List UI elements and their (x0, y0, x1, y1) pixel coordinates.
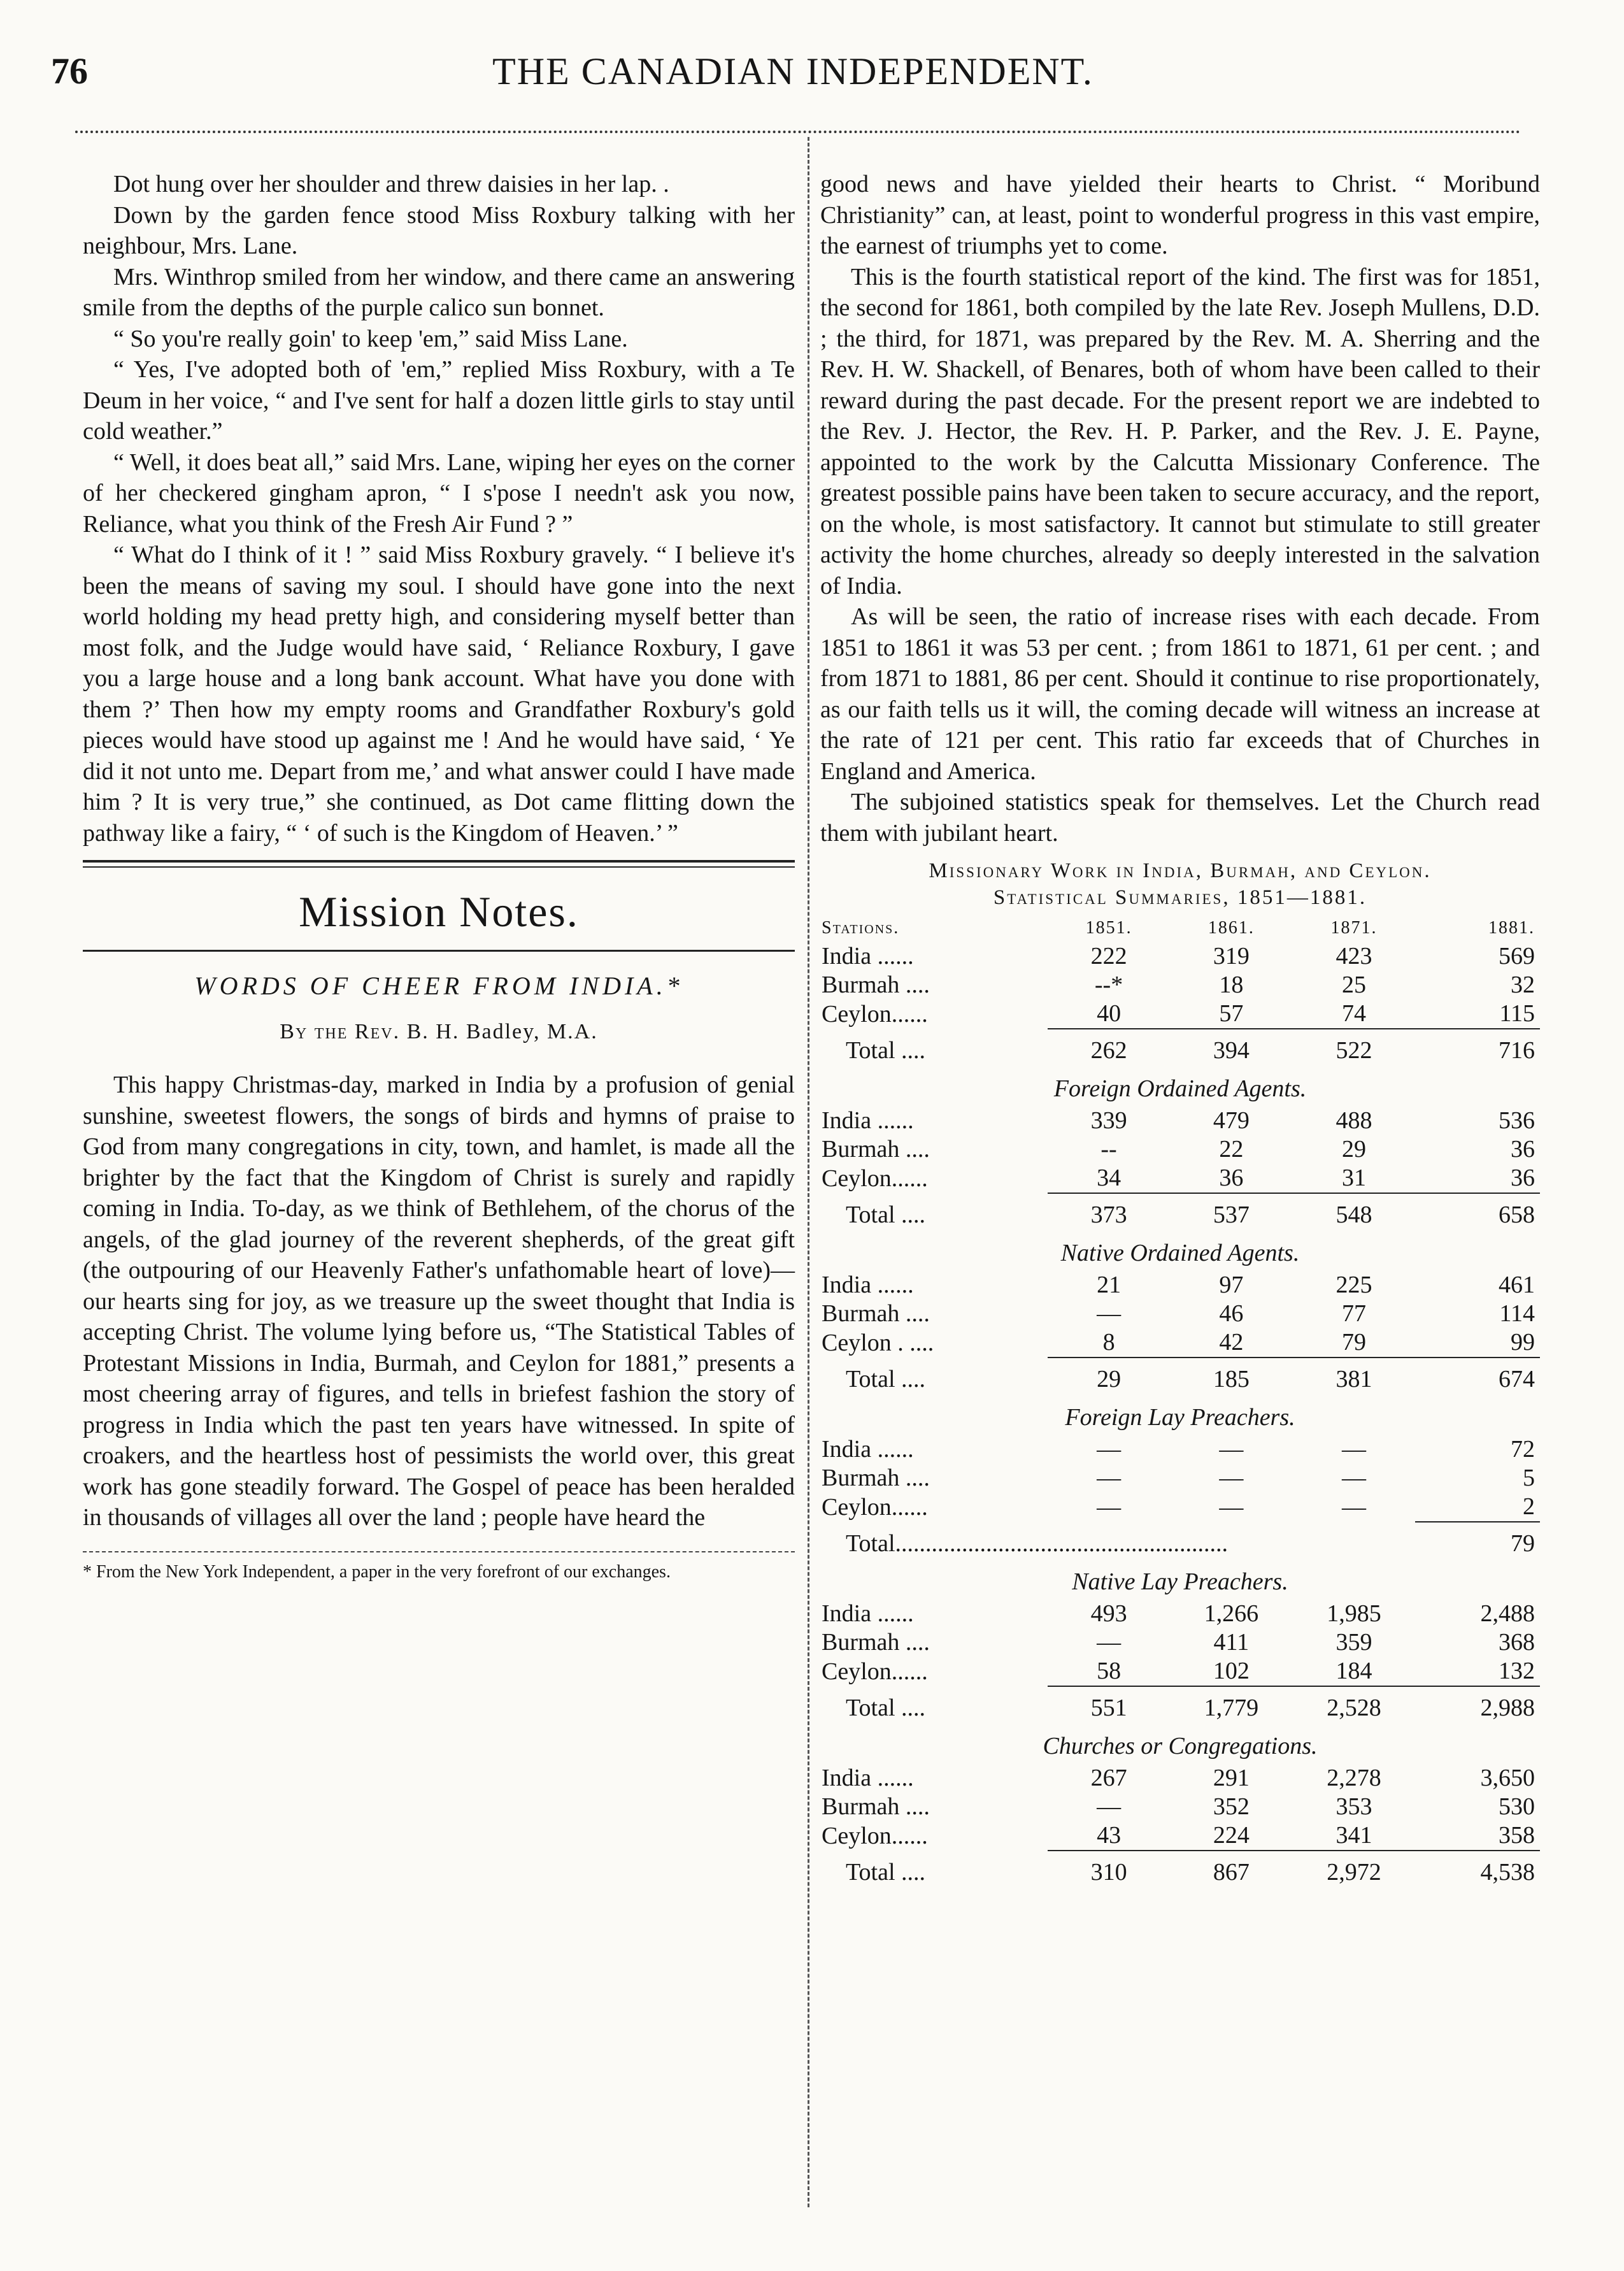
table-section-title (820, 1729, 1540, 1764)
table-cell: 32 (1511, 971, 1535, 998)
table-cell: — (1342, 1436, 1366, 1463)
section-title: Native Ordained Agents. (1060, 1240, 1300, 1266)
table-cell: 31 (1342, 1164, 1366, 1191)
table-cell: 34 (1097, 1164, 1122, 1191)
page-number: 76 (51, 50, 88, 92)
total-cell: 262 (1048, 1029, 1170, 1071)
row-label: Burmah .... (822, 971, 930, 998)
total-cell: 394 (1170, 1029, 1293, 1071)
table-cell: 115 (1499, 1000, 1535, 1027)
article-paragraph: The subjoined statistics speak for themselves. Let the Church read them with jubilant heart. (820, 789, 1540, 847)
table-cell: 99 (1511, 1329, 1535, 1356)
table-cell: 43 (1097, 1822, 1122, 1849)
table-cell: 461 (1499, 1272, 1535, 1298)
total-cell: 716 (1415, 1029, 1540, 1071)
table-row (820, 1107, 1540, 1135)
section-title: Foreign Ordained Agents. (1053, 1075, 1307, 1102)
table-section-title (820, 1565, 1540, 1600)
table-row (820, 1435, 1540, 1464)
total-cell: 658 (1415, 1193, 1540, 1236)
heading-rule (83, 950, 795, 952)
total-label: Total .... (846, 1365, 926, 1393)
table-cell: --* (1094, 971, 1123, 998)
table-row (820, 1821, 1540, 1851)
table-cell: 222 (1090, 943, 1127, 970)
table-cell: — (1097, 1793, 1122, 1820)
table-cell: 479 (1213, 1107, 1250, 1134)
table-header-row (820, 913, 1540, 942)
total-row (820, 1686, 1540, 1729)
table-row (820, 1300, 1540, 1328)
table-cell: 3,650 (1480, 1765, 1535, 1791)
row-label: Ceylon . .... (822, 1329, 934, 1356)
table-cell: 353 (1336, 1793, 1372, 1820)
table-cell: — (1097, 1465, 1122, 1491)
table-row (820, 971, 1540, 999)
table-cell: 57 (1219, 1000, 1244, 1027)
total-label: Total .... (846, 1036, 926, 1064)
table-cell: 184 (1336, 1658, 1372, 1684)
total-cell: 537 (1170, 1193, 1293, 1236)
total-row (820, 1193, 1540, 1236)
row-label: Burmah .... (822, 1629, 930, 1656)
table-title (820, 857, 1540, 911)
section-title: Foreign Lay Preachers. (1065, 1404, 1295, 1431)
table-cell: — (1097, 1300, 1122, 1327)
table-row (820, 999, 1540, 1029)
table-row (820, 1493, 1540, 1522)
article-paragraph: This is the fourth statistical report of the kind. The first was for 1851, the second for 1861, both compiled by the late Rev. Joseph Mullens, D.D. ; the third, for 1871, was prepared by the Rev. M. A. Sherring and the Rev. H. W. Shackell, of Benares, both of whom have been called to their reward during the past decade. For the present report we are indebted to the Rev. J. Hector, the Rev. H. P. Parker, and the Rev. J. E. Payne, appointed to the work by the Calcutta Missionary Conference. The greatest possible pains have been taken to secure accuracy, and the report, on the whole, is most satisfactory. It cannot but stimulate to still greater activity the home churches, already so deeply interested in the salvation of India. (820, 263, 1540, 599)
table-cell: 2 (1523, 1493, 1535, 1520)
table-cell: 42 (1219, 1329, 1244, 1356)
table-cell: 72 (1511, 1436, 1535, 1463)
story-paragraph: Dot hung over her shoulder and threw daisies in her lap. . (113, 171, 669, 197)
section-title: Native Lay Preachers. (1072, 1568, 1288, 1595)
table-cell: 319 (1213, 943, 1250, 970)
table-cell: — (1219, 1465, 1244, 1491)
story-paragraph: “ So you're really goin' to keep 'em,” said Miss Lane. (113, 325, 628, 352)
total-label: Total .... (846, 1858, 926, 1886)
table-cell: 29 (1342, 1136, 1366, 1163)
table-title-line: Statistical Summaries, 1851—1881. (993, 886, 1367, 909)
byline-prefix: By the Rev. (280, 1020, 401, 1043)
row-label: Ceylon...... (822, 1000, 928, 1028)
table-cell: 22 (1219, 1136, 1244, 1163)
table-cell: 132 (1499, 1658, 1535, 1684)
total-cell: 674 (1415, 1358, 1540, 1400)
page-header (51, 50, 1535, 113)
article-paragraph: good news and have yielded their hearts to Christ. “ Moribund Christianity” can, at least, point to wonderful progress in this vast empire, the earnest of triumphs yet to come. (820, 171, 1540, 259)
table-cell: 1,985 (1327, 1600, 1381, 1627)
table-row (820, 1657, 1540, 1686)
column-header: Stations. (822, 918, 900, 938)
right-column (820, 169, 1540, 1893)
table-row (820, 1600, 1540, 1628)
byline-name: B. H. Badley, M.A. (406, 1020, 598, 1043)
row-label: Burmah .... (822, 1136, 930, 1163)
story-paragraph: “ Well, it does beat all,” said Mrs. Lane, wiping her eyes on the corner of her checkered gingham apron, “ I s'pose I needn't ask you now, Reliance, what you think of the Fresh Air Fund ? ” (83, 448, 795, 538)
total-cell: 867 (1170, 1851, 1293, 1893)
byline (83, 1020, 795, 1044)
table-cell: 58 (1097, 1658, 1122, 1684)
table-cell: 536 (1499, 1107, 1535, 1134)
row-label: India ...... (822, 1107, 914, 1134)
total-row (820, 1358, 1540, 1400)
journal-title: THE CANADIAN INDEPENDENT. (492, 50, 1093, 92)
total-cell: 381 (1293, 1358, 1416, 1400)
table-row (820, 1164, 1540, 1193)
column-header: 1851. (1085, 918, 1132, 938)
story-paragraph: Mrs. Winthrop smiled from her window, and there came an answering smile from the depths of the purple calico sun bonnet. (83, 263, 795, 321)
table-cell: 40 (1097, 1000, 1122, 1027)
table-section-title (820, 1400, 1540, 1435)
statistics-table (820, 913, 1540, 1893)
table-cell: 358 (1499, 1822, 1535, 1849)
total-cell: 2,528 (1293, 1686, 1416, 1729)
total-label: Total....................................................... (846, 1530, 1229, 1557)
table-cell: 341 (1336, 1822, 1372, 1849)
column-header: 1881. (1488, 918, 1535, 938)
column-header: 1861. (1207, 918, 1255, 938)
article-paragraph: This happy Christmas-day, marked in India by a profusion of genial sunshine, sweetest flowers, the songs of birds and hymns of praise to God from many congregations in city, town, and hamlet, is made all the brighter by the fact that the Kingdom of Christ is surely and rapidly coming in India. To-day, as we think of Bethlehem, of the chorus of the angels, of the glad journey of the reverent shepherds, of the great gift (the outpouring of our Heavenly Father's unfathomable heart of love)—our hearts sing for joy, as we treasure up the sweet thought that India is accepting Christ. The volume lying before us, “The Statistical Tables of Protestant Missions in India, Burmah, and Ceylon for 1881,” presents a most cheering array of figures, and tells in briefest fashion the story of progress in India which the past ten years have witnessed. In spite of croakers, and the heartless host of pessimists the world over, this great work has gone steadily forward. The Gospel of peace has been heralded in thousands of villages all over the land ; people have heard the (83, 1071, 795, 1531)
row-label: Ceylon...... (822, 1658, 928, 1685)
column-divider (808, 137, 809, 2207)
row-label: India ...... (822, 943, 914, 970)
total-cell: 522 (1293, 1029, 1416, 1071)
section-title: Churches or Congregations. (1043, 1733, 1318, 1759)
total-cell: 548 (1293, 1193, 1416, 1236)
table-cell: — (1219, 1493, 1244, 1521)
table-cell: -- (1100, 1136, 1117, 1163)
footnote: * From the New York Independent, a paper in the very forefront of our exchanges. (83, 1561, 671, 1582)
table-row (820, 942, 1540, 971)
total-cell: 1,779 (1170, 1686, 1293, 1729)
table-cell: — (1342, 1465, 1366, 1491)
total-cell: 185 (1170, 1358, 1293, 1400)
table-cell: 77 (1342, 1300, 1366, 1327)
table-cell: 359 (1336, 1629, 1372, 1656)
row-label: India ...... (822, 1600, 914, 1627)
total-row (820, 1851, 1540, 1893)
table-cell: 2,488 (1480, 1600, 1535, 1627)
total-cell: 2,972 (1293, 1851, 1416, 1893)
table-cell: 488 (1336, 1107, 1372, 1134)
table-cell: 114 (1499, 1300, 1535, 1327)
table-cell: 8 (1102, 1329, 1115, 1356)
article-paragraph: As will be seen, the ratio of increase rises with each decade. From 1851 to 1861 it was 53 per cent. ; from 1861 to 1871, 61 per cent. ; and from 1871 to 1881, 86 per cent. Should it continue to rise proportionately, as our faith tells us it will, the coming decade will witness an increase at the rate of 121 per cent. This ratio far exceeds that of Churches in England and America. (820, 603, 1540, 785)
table-cell: 267 (1090, 1765, 1127, 1791)
table-cell: 224 (1213, 1822, 1250, 1849)
table-cell: 493 (1090, 1600, 1127, 1627)
table-row (820, 1464, 1540, 1493)
table-cell: — (1097, 1629, 1122, 1656)
table-cell: 339 (1090, 1107, 1127, 1134)
row-label: Burmah .... (822, 1465, 930, 1491)
table-cell: 18 (1219, 971, 1244, 998)
table-cell: 79 (1342, 1329, 1366, 1356)
table-cell: 36 (1511, 1164, 1535, 1191)
table-cell: 368 (1499, 1629, 1535, 1656)
table-cell: 5 (1523, 1465, 1535, 1491)
table-cell: 36 (1219, 1164, 1244, 1191)
story-paragraph: Down by the garden fence stood Miss Roxbury talking with her neighbour, Mrs. Lane. (83, 201, 795, 259)
total-cell: 29 (1048, 1358, 1170, 1400)
table-cell: — (1097, 1493, 1122, 1521)
total-cell: 310 (1048, 1851, 1170, 1893)
table-cell: 25 (1342, 971, 1366, 998)
row-label: Burmah .... (822, 1793, 930, 1820)
table-cell: 46 (1219, 1300, 1244, 1327)
table-section-title (820, 1071, 1540, 1107)
table-cell: 352 (1213, 1793, 1250, 1820)
table-cell: 102 (1213, 1658, 1250, 1684)
table-cell: 423 (1336, 943, 1372, 970)
table-row (820, 1328, 1540, 1358)
table-cell: 21 (1097, 1272, 1122, 1298)
table-cell: 74 (1342, 1000, 1366, 1027)
total-cell: 4,538 (1415, 1851, 1540, 1893)
article-title: WORDS OF CHEER FROM INDIA.* (194, 971, 683, 1000)
table-row (820, 1793, 1540, 1821)
table-row (820, 1628, 1540, 1657)
table-section-title (820, 1236, 1540, 1271)
row-label: Ceylon...... (822, 1493, 928, 1521)
row-label: Ceylon...... (822, 1822, 928, 1849)
table-cell: 411 (1213, 1629, 1250, 1656)
total-cell: 79 (1415, 1522, 1540, 1565)
table-cell: — (1219, 1436, 1244, 1463)
left-column (83, 169, 795, 1583)
table-cell: 291 (1213, 1765, 1250, 1791)
table-cell: 36 (1511, 1136, 1535, 1163)
row-label: Burmah .... (822, 1300, 930, 1327)
table-cell: — (1097, 1436, 1122, 1463)
table-cell: 1,266 (1204, 1600, 1259, 1627)
total-label: Total .... (846, 1694, 926, 1721)
story-paragraph: “ Yes, I've adopted both of 'em,” replied Miss Roxbury, with a Te Deum in her voice, “ and I've sent for half a dozen little girls to stay until cold weather.” (83, 356, 795, 445)
table-row (820, 1764, 1540, 1793)
row-label: India ...... (822, 1765, 914, 1791)
total-row (820, 1029, 1540, 1071)
total-cell: 373 (1048, 1193, 1170, 1236)
section-divider (83, 860, 795, 868)
table-cell: 569 (1499, 943, 1535, 970)
section-heading: Mission Notes. (299, 887, 579, 936)
footnote-rule (83, 1551, 795, 1552)
total-cell: 551 (1048, 1686, 1170, 1729)
table-row (820, 1271, 1540, 1300)
table-cell: 2,278 (1327, 1765, 1381, 1791)
header-rule (75, 131, 1521, 133)
column-header: 1871. (1330, 918, 1378, 938)
row-label: India ...... (822, 1272, 914, 1298)
row-label: India ...... (822, 1436, 914, 1463)
table-row (820, 1135, 1540, 1164)
table-cell: — (1342, 1493, 1366, 1521)
total-row (820, 1522, 1540, 1565)
story-paragraph: “ What do I think of it ! ” said Miss Roxbury gravely. “ I believe it's been the means of saving my soul. I should have gone into the next world holding my head pretty high, and considering myself better than most folk, and the Judge would have said, ‘ Reliance Roxbury, I gave you a large house and a long bank account. What have you done with them ?’ Then how my empty rooms and Grandfather Roxbury's gold pieces would have stood up against me ! And he would have said, ‘ Ye did it not unto me. Depart from me,’ and what answer could I have made him ? It is very true,” she continued, as Dot came flitting down the pathway like a fairy, “ ‘ of such is the Kingdom of Heaven.’ ” (83, 541, 795, 847)
total-cell: 2,988 (1415, 1686, 1540, 1729)
table-title-line: Missionary Work in India, Burmah, and Ceylon. (929, 859, 1432, 882)
table-cell: 97 (1219, 1272, 1244, 1298)
table-cell: 225 (1336, 1272, 1372, 1298)
row-label: Ceylon...... (822, 1164, 928, 1192)
total-label: Total .... (846, 1201, 926, 1228)
table-cell: 530 (1499, 1793, 1535, 1820)
